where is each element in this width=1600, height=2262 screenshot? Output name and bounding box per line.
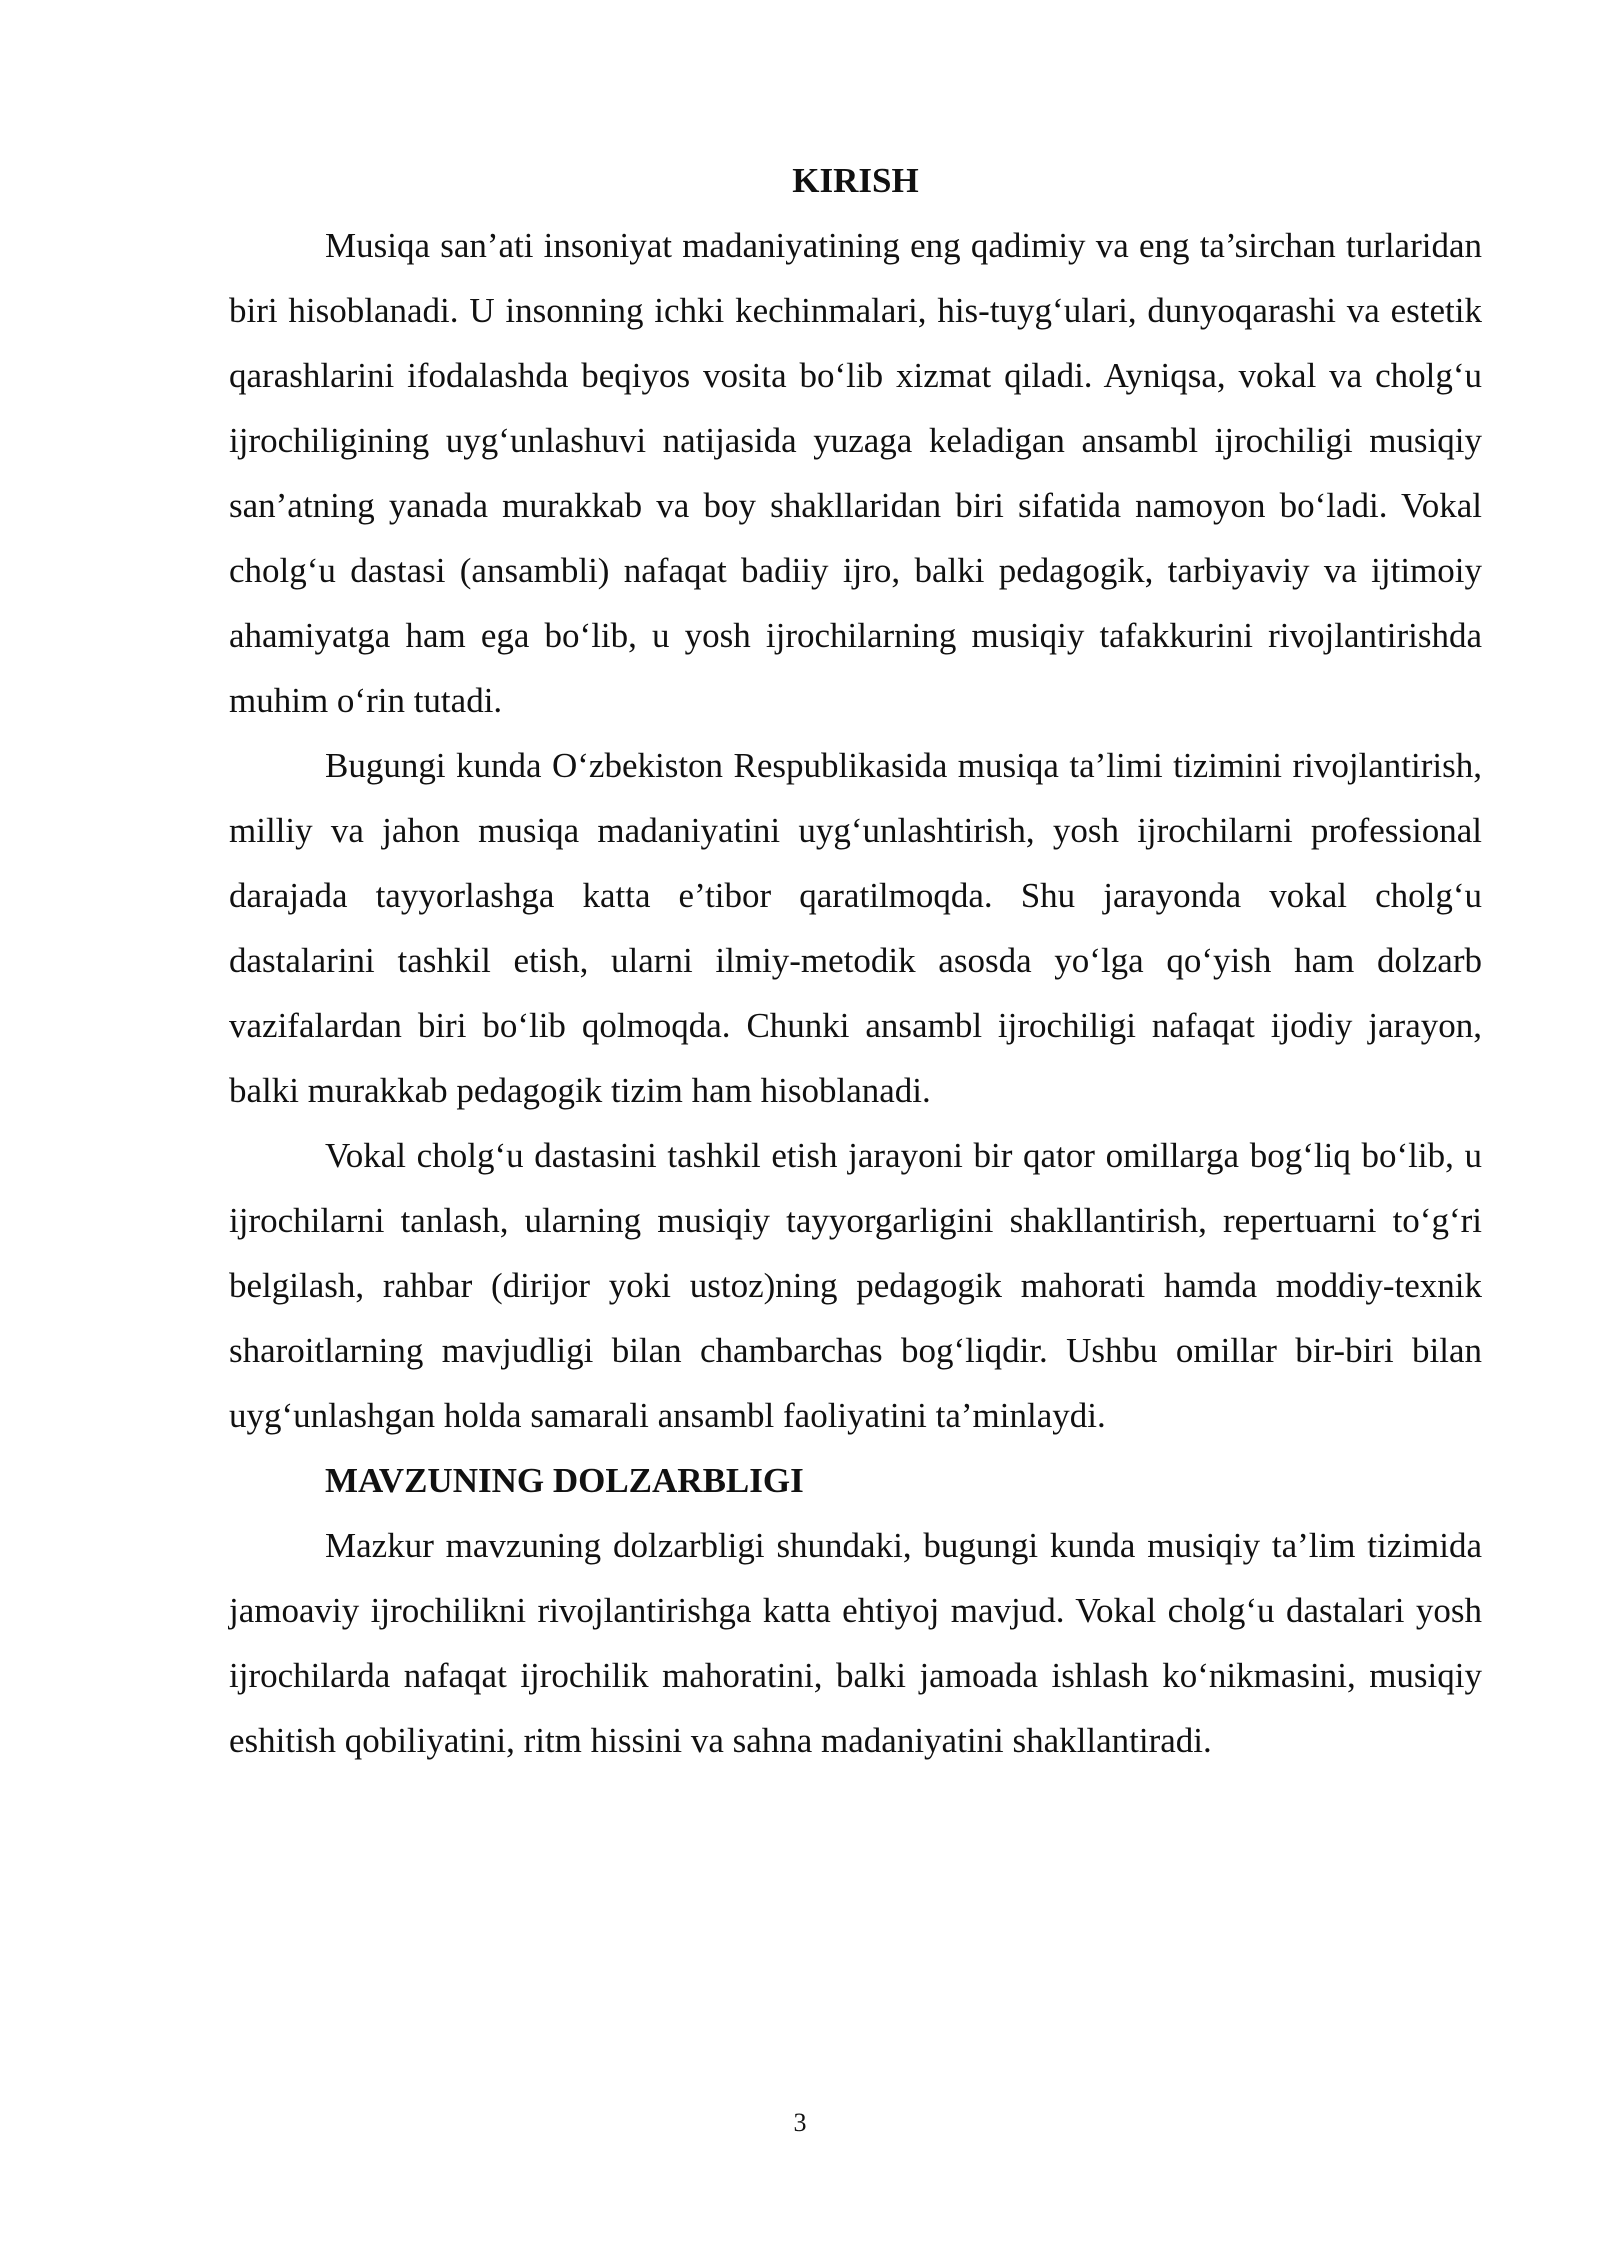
intro-paragraph-2: Bugungi kunda O‘zbekiston Respublikasida musiqa ta’limi tizimini rivojlantirish, milliy va jahon musiqa madaniyatini uyg‘unlashtirish, yosh ijrochilarni professional darajada tayyorlashga katta e’tibor qaratilmoqda. Shu jarayonda vokal cholg‘u dastalarini tashkil etish, ularni ilmiy-metodik asosda yo‘lga qo‘yish ham dolzarb vazifalardan biri bo‘lib qolmoqda. Chunki ansambl ijrochiligi nafaqat ijodiy jarayon, balki murakkab pedagogik tizim ham hisoblanadi. [229,746,1482,1110]
intro-paragraph-3: Vokal cholg‘u dastasini tashkil etish jarayoni bir qator omillarga bog‘liq bo‘lib, u ijrochilarni tanlash, ularning musiqiy tayyorgarligini shakllantirish, repertuarni to‘g‘ri belgilash, rahbar (dirijor yoki ustoz)ning pedagogik mahorati hamda moddiy-texnik sharoitlarning mavjudligi bilan chambarchas bog‘liqdir. Ushbu omillar bir-biri bilan uyg‘unlashgan holda samarali ansambl faoliyatini ta’minlaydi. [229,1136,1482,1435]
page-content [229,148,1482,1773]
page-number: 3 [793,2108,807,2137]
section-paragraph-1: Mazkur mavzuning dolzarbligi shundaki, bugungi kunda musiqiy ta’lim tizimida jamoaviy ijrochilikni rivojlantirishga katta ehtiyoj mavjud. Vokal cholg‘u dastalari yosh ijrochilarda nafaqat ijrochilik mahoratini, balki jamoada ishlash ko‘nikmasini, musiqiy eshitish qobiliyatini, ritm hissini va sahna madaniyatini shakllantiradi. [229,1526,1482,1760]
section-heading: MAVZUNING DOLZARBLIGI [325,1461,804,1500]
intro-paragraph-1: Musiqa san’ati insoniyat madaniyatining eng qadimiy va eng ta’sirchan turlaridan biri hisoblanadi. U insonning ichki kechinmalari, his-tuyg‘ulari, dunyoqarashi va estetik qarashlarini ifodalashda beqiyos vosita bo‘lib xizmat qiladi. Ayniqsa, vokal va cholg‘u ijrochiligining uyg‘unlashuvi natijasida yuzaga keladigan ansambl ijrochiligi musiqiy san’atning yanada murakkab va boy shakllaridan biri sifatida namoyon bo‘ladi. Vokal cholg‘u dastasi (ansambli) nafaqat badiiy ijro, balki pedagogik, tarbiyaviy va ijtimoiy ahamiyatga ham ega bo‘lib, u yosh ijrochilarning musiqiy tafakkurini rivojlantirishda muhim o‘rin tutadi. [229,226,1482,720]
page-title: KIRISH [792,161,919,200]
